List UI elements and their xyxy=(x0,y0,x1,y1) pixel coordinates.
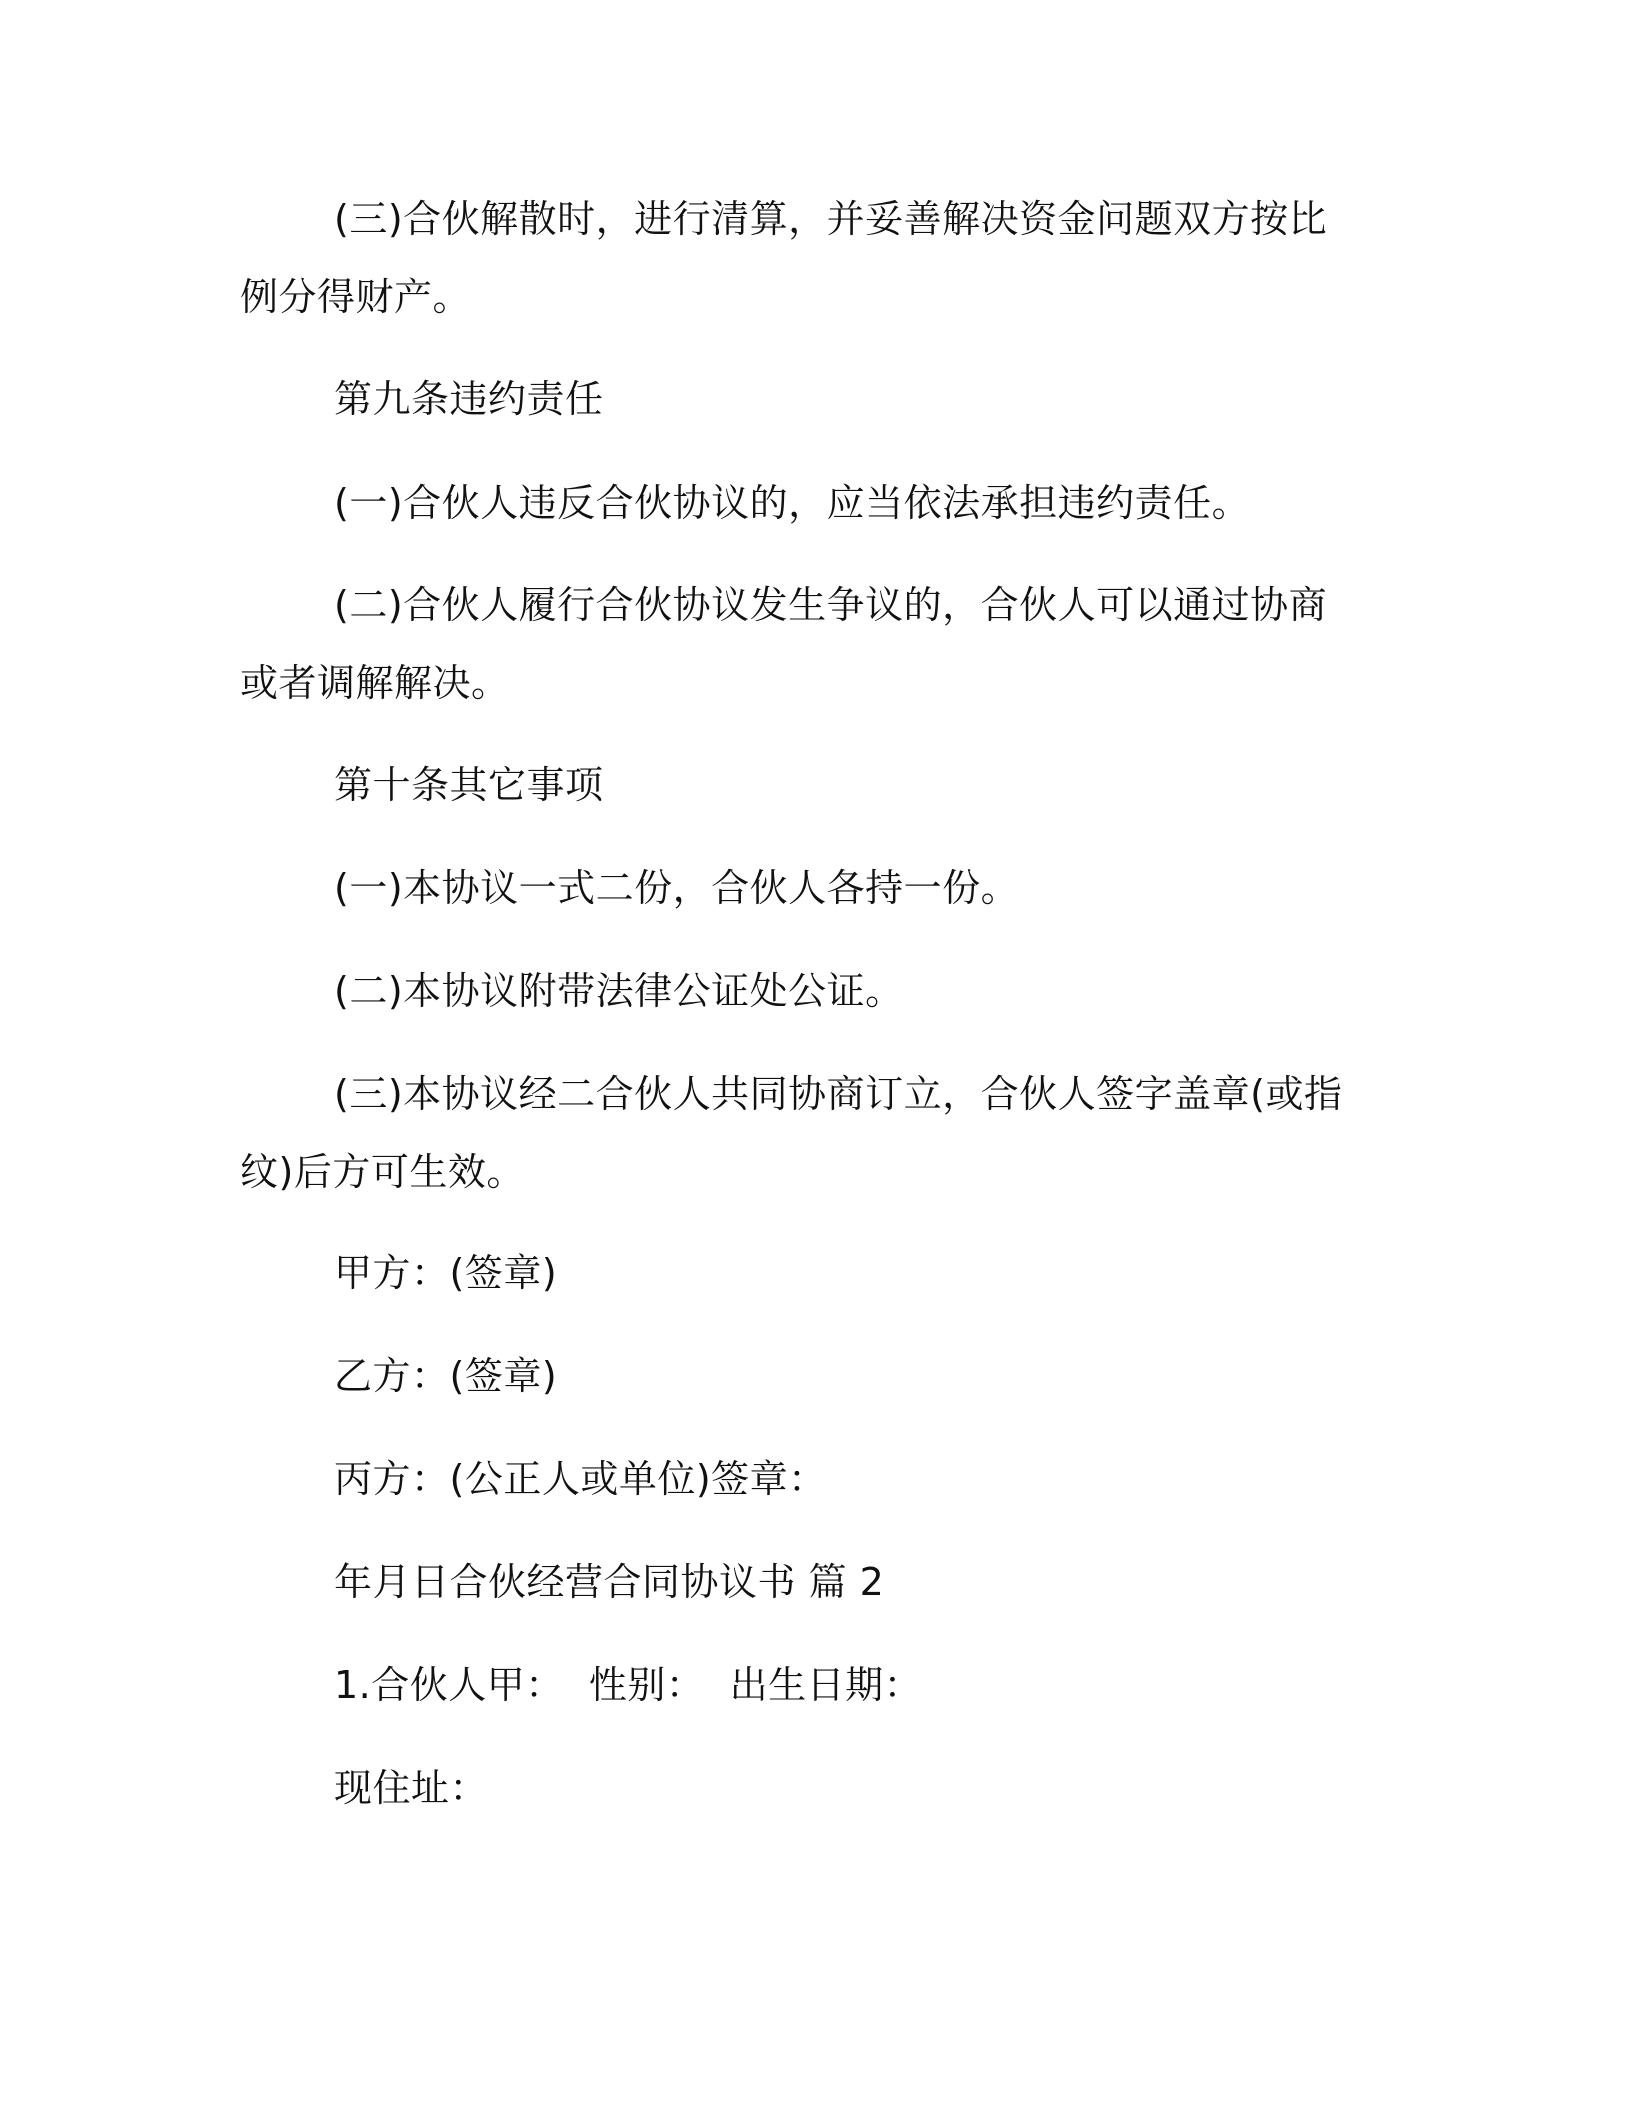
party-a-signature: 甲方：(签章) xyxy=(334,1251,558,1295)
clause-8-item-3: (三)合伙解散时，进行清算，并妥善解决资金问题双方按比例分得财产。 xyxy=(240,197,1328,319)
clause-10-item-1: (一)本协议一式二份，合伙人各持一份。 xyxy=(334,866,1020,910)
address-line: 现住址： xyxy=(334,1766,489,1810)
clause-10-item-3: (三)本协议经二合伙人共同协商订立，合伙人签字盖章(或指纹)后方可生效。 xyxy=(240,1072,1343,1194)
article-9-heading: 第九条违约责任 xyxy=(334,377,604,421)
party-b-signature: 乙方：(签章) xyxy=(334,1354,558,1398)
clause-9-item-2: (二)合伙人履行合伙协议发生争议的，合伙人可以通过协商或者调解解决。 xyxy=(240,583,1328,705)
clause-10-item-2: (二)本协议附带法律公证处公证。 xyxy=(334,969,904,1013)
section-2-heading: 年月日合伙经营合同协议书 篇 2 xyxy=(334,1560,885,1604)
party-c-signature: 丙方：(公正人或单位)签章： xyxy=(334,1457,827,1501)
article-10-heading: 第十条其它事项 xyxy=(334,763,604,807)
clause-9-item-1: (一)合伙人违反合伙协议的，应当依法承担违约责任。 xyxy=(334,481,1251,525)
partner-a-info: 1.合伙人甲： 性别： 出生日期： xyxy=(334,1663,923,1707)
